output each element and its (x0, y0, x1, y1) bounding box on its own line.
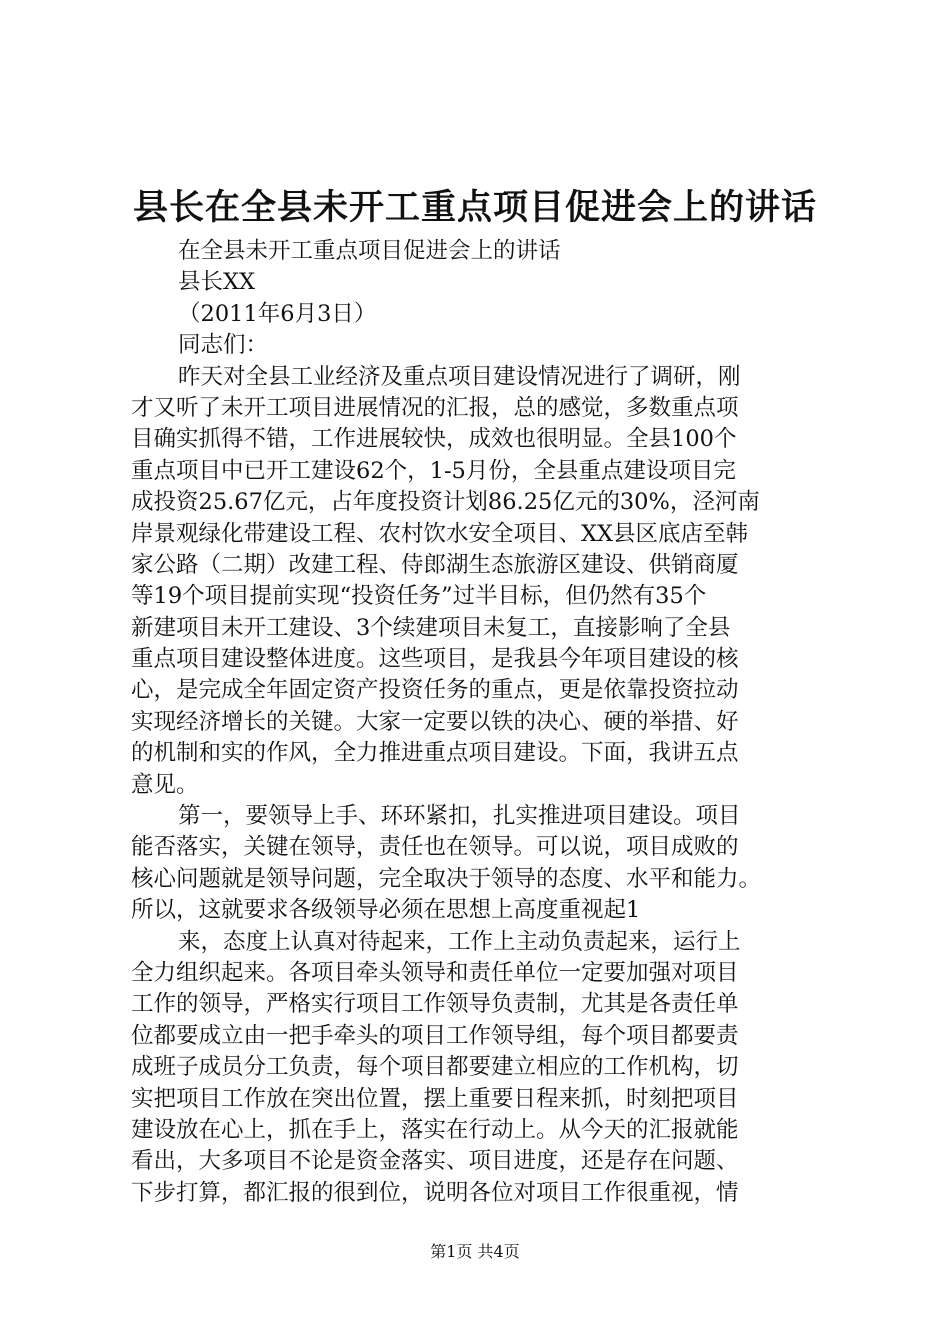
text-line: 来，态度上认真对待起来，工作上主动负责起来，运行上 (178, 928, 741, 955)
text-line: 意见。 (131, 771, 199, 798)
paragraph-2 (131, 801, 831, 927)
text-line: 才又听了未开工项目进展情况的汇报，总的感觉，多数重点项 (131, 394, 739, 421)
text-line: 等19个项目提前实现“投资任务”过半目标，但仍然有35个 (131, 583, 707, 610)
document-title: 县长在全县未开工重点项目促进会上的讲话 (132, 188, 817, 228)
text-line: 实现经济增长的关键。大家一定要以铁的决心、硬的举措、好 (131, 708, 739, 735)
page-footer: 第1页 共4页 (430, 1242, 520, 1261)
text-line: 位都要成立由一把手牵头的项目工作领导组，每个项目都要责 (131, 1022, 739, 1049)
salutation-line: 同志们： (178, 332, 269, 359)
text-line: 岸景观绿化带建设工程、农村饮水安全项目、XX县区底店至韩 (131, 520, 749, 547)
text-line: 目确实抓得不错，工作进展较快，成效也很明显。全县100个 (131, 426, 737, 453)
text-line: 家公路（二期）改建工程、侍郎湖生态旅游区建设、供销商厦 (131, 551, 739, 578)
text-line: 第一，要领导上手、环环紧扣，扎实推进项目建设。项目 (178, 803, 741, 830)
paragraph-1 (131, 362, 831, 801)
date-line: （2011年6月3日） (178, 300, 377, 327)
paragraph-3 (131, 927, 831, 1210)
text-line: 工作的领导，严格实行项目工作领导负责制，尤其是各责任单 (131, 991, 739, 1018)
text-line: 全力组织起来。各项目牵头领导和责任单位一定要加强对项目 (131, 959, 739, 986)
text-line: 核心问题就是领导问题，完全取决于领导的态度、水平和能力。 (131, 865, 762, 892)
text-line: 昨天对全县工业经济及重点项目建设情况进行了调研，刚 (178, 363, 741, 390)
text-line: 看出，大多项目不论是资金落实、项目进度，还是存在问题、 (131, 1148, 739, 1175)
text-line: 建设放在心上，抓在手上，落实在行动上。从今天的汇报就能 (131, 1116, 739, 1143)
text-line: 心，是完成全年固定资产投资任务的重点，更是依靠投资拉动 (131, 677, 739, 704)
text-line: 实把项目工作放在突出位置，摆上重要日程来抓，时刻把项目 (131, 1085, 739, 1112)
text-line: 重点项目建设整体进度。这些项目，是我县今年项目建设的核 (131, 646, 739, 673)
text-line: 的机制和实的作风，全力推进重点项目建设。下面，我讲五点 (131, 740, 739, 767)
text-line: 成投资25.67亿元，占年度投资计划86.25亿元的30%，泾河南 (131, 489, 760, 516)
subtitle-line: 在全县未开工重点项目促进会上的讲话 (178, 238, 561, 264)
text-line: 能否落实，关键在领导，责任也在领导。可以说，项目成败的 (131, 834, 739, 861)
text-line: 所以，这就要求各级领导必须在思想上高度重视起1 (131, 897, 641, 924)
text-line: 重点项目中已开工建设62个，1-5月份，全县重点建设项目完 (131, 457, 736, 484)
text-line: 成班子成员分工负责，每个项目都要建立相应的工作机构，切 (131, 1054, 739, 1081)
text-line: 新建项目未开工建设、3个续建项目未复工，直接影响了全县 (131, 614, 731, 641)
speaker-line: 县长XX (178, 269, 256, 296)
text-line: 下步打算，都汇报的很到位，说明各位对项目工作很重视，情 (131, 1179, 739, 1206)
document-body (131, 236, 831, 1209)
